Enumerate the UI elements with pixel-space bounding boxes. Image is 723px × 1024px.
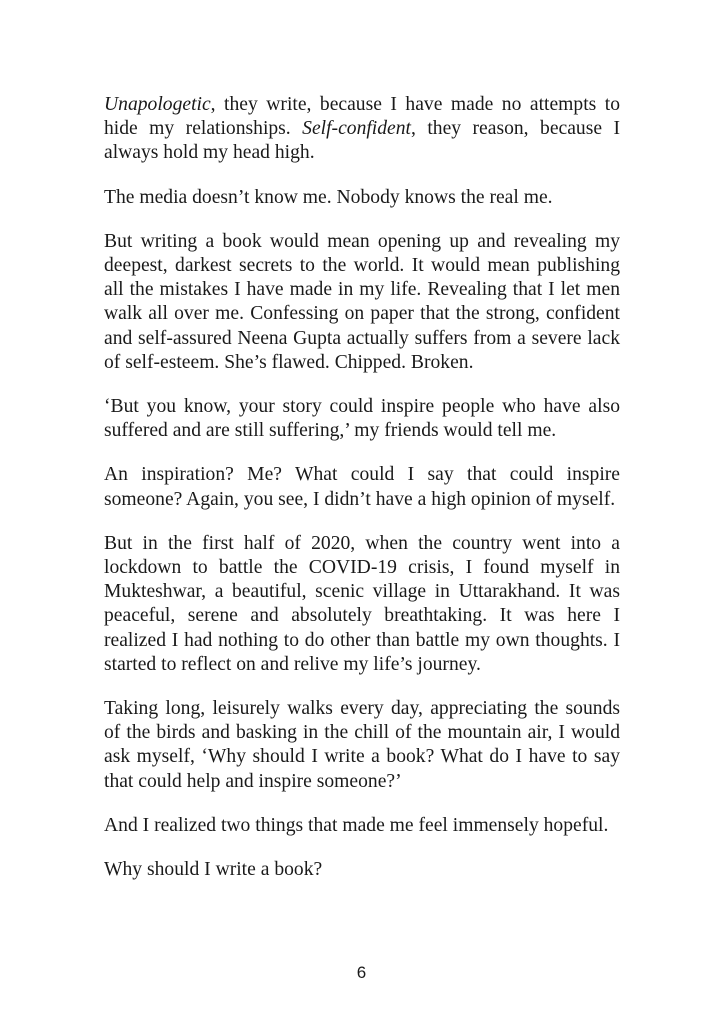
paragraph-1 xyxy=(104,93,620,166)
paragraph-6: But in the first half of 2020, when the country went into a lockdown to battle the COVID-19 crisis, I found myself in Mukteshwar, a beautiful, scenic village in Uttarakhand. It was peaceful, serene and absolutely breathtaking. It was here I realized I had nothing to do other than battle my own thoughts. I started to reflect on and relive my life’s journey. xyxy=(104,532,620,675)
paragraph-8: And I realized two things that made me feel immensely hopeful. xyxy=(104,814,609,836)
paragraph-5: An inspiration? Me? What could I say that could inspire someone? Again, you see, I didn’t have a high opinion of myself. xyxy=(104,464,620,510)
emphasis-unapologetic: Unapologetic xyxy=(104,94,211,115)
body-text xyxy=(104,93,620,902)
page-number: 6 xyxy=(356,963,367,982)
emphasis-self-confident: Self-confident xyxy=(302,118,411,140)
paragraph-7: Taking long, leisurely walks every day, appreciating the sounds of the birds and basking in the chill of the mountain air, I would ask myself, ‘Why should I write a book? What do I have to say that could help and inspire someone?’ xyxy=(104,698,620,792)
paragraph-1-text-a: , they write, because I have made no attempts to hide my relationships. xyxy=(104,94,620,140)
paragraph-4: ‘But you know, your story could inspire people who have also suffered and are still suffering,’ my friends would tell me. xyxy=(104,396,620,442)
paragraph-2: The media doesn’t know me. Nobody knows the real me. xyxy=(104,186,553,208)
paragraph-1-text-b: , they reason, because I always hold my head high. xyxy=(104,118,621,164)
paragraph-9: Why should I write a book? xyxy=(104,859,323,881)
paragraph-3: But writing a book would mean opening up and revealing my deepest, darkest secrets to the world. It would mean publishing all the mistakes I have made in my life. Revealing that I let men walk all over me. Confessing on paper that the strong, confident and self-assured Neena Gupta actually suffers from a severe lack of self-esteem. She’s flawed. Chipped. Broken. xyxy=(104,230,620,373)
